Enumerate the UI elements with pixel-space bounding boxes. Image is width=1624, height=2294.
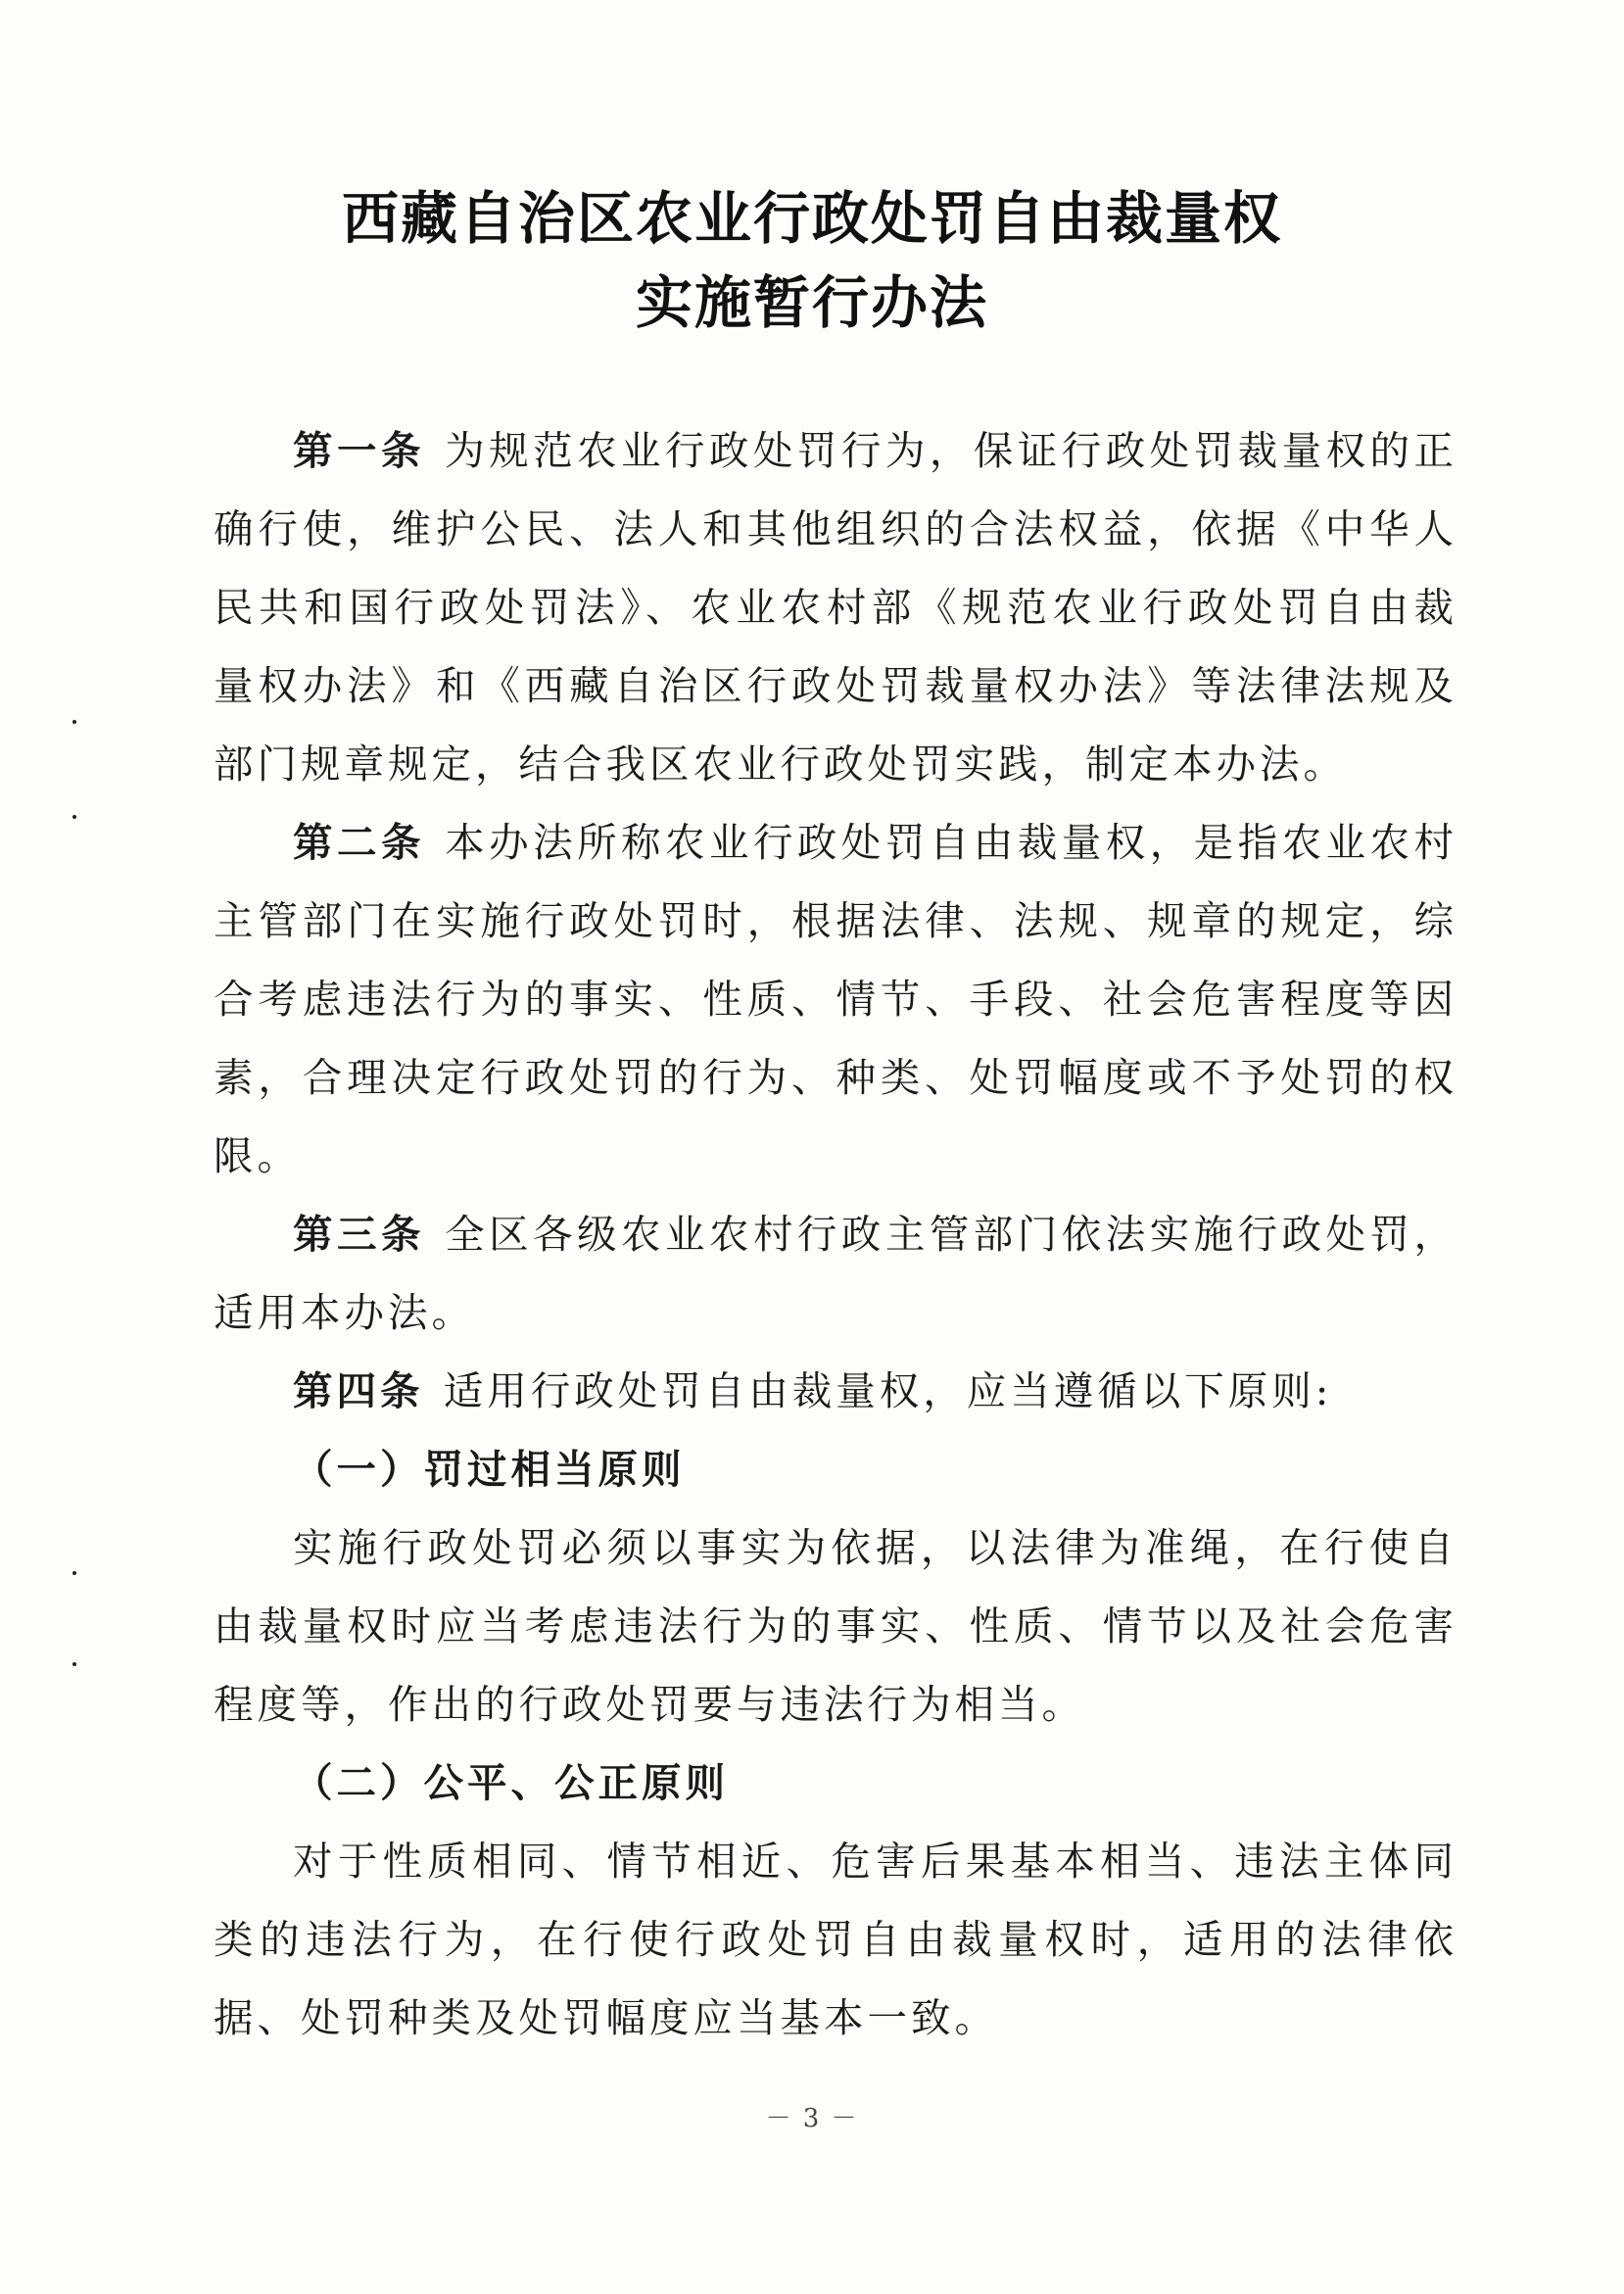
title-line-1: 西藏自治区农业行政处罚自由裁量权 [341, 185, 1282, 252]
article-text: 适用行政处罚自由裁量权，应当遵循以下原则: [443, 1367, 1333, 1414]
article-text: 为规范农业行政处罚行为，保证行政处罚裁量权的正确行使，维护公民、法人和其他组织的合法权益，依据《中华人民共和国行政处罚法》、农业农村部《规范农业行政处罚自由裁量权办法》和《西藏自治区行政处罚裁量权办法》等法律法规及部门规章规定，结合我区农业行政处罚实践，制定本办法。 [214, 427, 1458, 788]
binding-mark [72, 720, 76, 724]
binding-mark [72, 1571, 76, 1575]
page-number: － 3 － [765, 2104, 859, 2133]
section-paragraph-2: 对于性质相同、情节相近、危害后果基本相当、违法主体同类的违法行为，在行使行政处罚自由裁量权时，适用的法律依据、处罚种类及处罚幅度应当基本一致。 [214, 1838, 1457, 2041]
article-3 [214, 1195, 1457, 1352]
article-4 [214, 1352, 1457, 1430]
article-text: 全区各级农业农村行政主管部门依法实施行政处罚，适用本办法。 [214, 1211, 1458, 1336]
article-1 [214, 411, 1457, 803]
document-title [0, 176, 1624, 345]
binding-mark [72, 1662, 76, 1666]
section-paragraph-1: 实施行政处罚必须以事实为依据，以法律为准绳，在行使自由裁量权时应当考虑违法行为的事实、性质、情节以及社会危害程度等，作出的行政处罚要与违法行为相当。 [214, 1524, 1457, 1728]
section-heading-2: （二）公平、公正原则 [293, 1759, 729, 1806]
article-2 [214, 803, 1457, 1195]
article-text: 本办法所称农业行政处罚自由裁量权，是指农业农村主管部门在实施行政处罚时，根据法律、法规、规章的规定，综合考虑违法行为的事实、性质、情节、手段、社会危害程度等因素，合理决定行政处罚的行为、种类、处罚幅度或不予处罚的权限。 [214, 819, 1458, 1179]
article-label: 第三条 [293, 1211, 425, 1258]
article-label: 第二条 [293, 819, 425, 866]
section-heading-1: （一）罚过相当原则 [293, 1446, 686, 1493]
article-label: 第四条 [293, 1367, 424, 1414]
title-line-2: 实施暂行办法 [635, 269, 988, 336]
article-label: 第一条 [293, 427, 425, 474]
document-body [214, 411, 1457, 2057]
binding-mark [72, 815, 76, 819]
